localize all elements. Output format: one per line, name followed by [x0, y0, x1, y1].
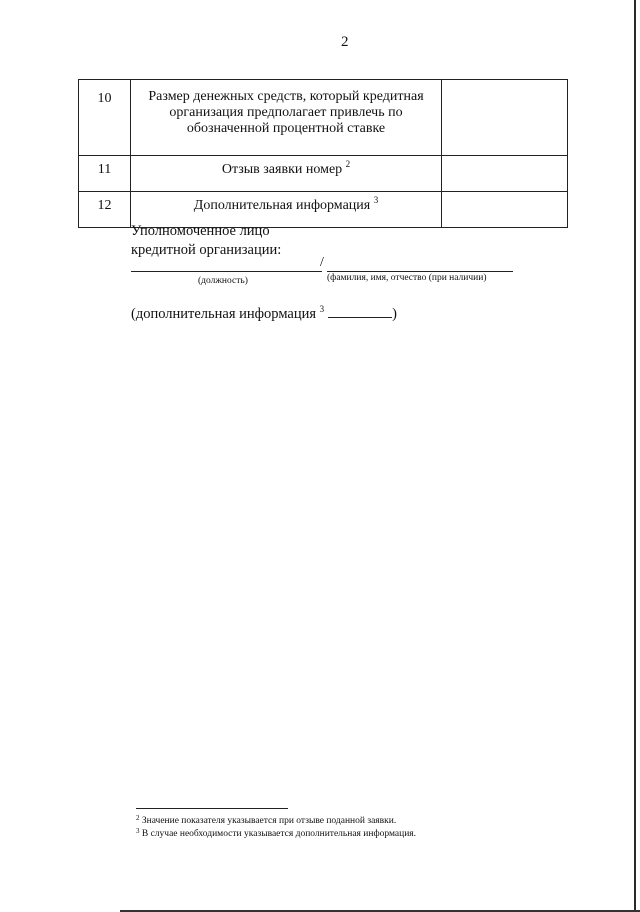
signer-label — [131, 222, 281, 260]
row-label — [131, 156, 442, 192]
row-value — [442, 80, 568, 156]
table-row — [79, 156, 568, 192]
footnote-ref: 3 — [373, 195, 379, 205]
footnote-mark: 2 — [136, 814, 140, 822]
row-value — [442, 156, 568, 192]
footnote-ref: 2 — [345, 159, 351, 169]
row-label-text: Размер денежных средств, который кредитная организация предполагает привлечь по обозначенной процентной ставке — [148, 89, 424, 136]
info-table — [78, 79, 568, 228]
footnote-mark: 3 — [136, 827, 140, 835]
signature-separator: / — [320, 255, 324, 270]
signer-line-1: Уполномоченное лицо — [131, 223, 270, 239]
scan-edge-right — [634, 0, 636, 912]
footnote-item — [136, 828, 416, 841]
position-caption: (должность) — [198, 276, 248, 286]
additional-info-label: (дополнительная информация — [131, 306, 317, 322]
footnote-text: Значение показателя указывается при отзыве поданной заявки. — [141, 816, 397, 826]
signer-line-2: кредитной организации: — [131, 242, 282, 258]
additional-info-line — [131, 305, 397, 323]
page-number: 2 — [341, 34, 349, 50]
row-number: 10 — [79, 80, 131, 156]
name-caption: (фамилия, имя, отчество (при наличии) — [327, 273, 487, 283]
footnote-separator — [136, 808, 288, 809]
row-label — [131, 80, 442, 156]
row-number: 12 — [79, 192, 131, 228]
footnote-ref: 3 — [319, 304, 325, 314]
table-row — [79, 80, 568, 156]
row-value — [442, 192, 568, 228]
footnote-text: В случае необходимости указывается дополнительная информация. — [141, 829, 417, 839]
row-number: 11 — [79, 156, 131, 192]
position-signature-line — [131, 271, 322, 272]
additional-info-close: ) — [392, 306, 398, 322]
row-label-text: Отзыв заявки номер — [221, 162, 343, 177]
additional-info-blank — [328, 305, 392, 318]
row-label-text: Дополнительная информация — [193, 198, 371, 213]
name-signature-line — [327, 271, 513, 272]
footnote-item — [136, 815, 416, 828]
footnotes — [136, 815, 416, 841]
